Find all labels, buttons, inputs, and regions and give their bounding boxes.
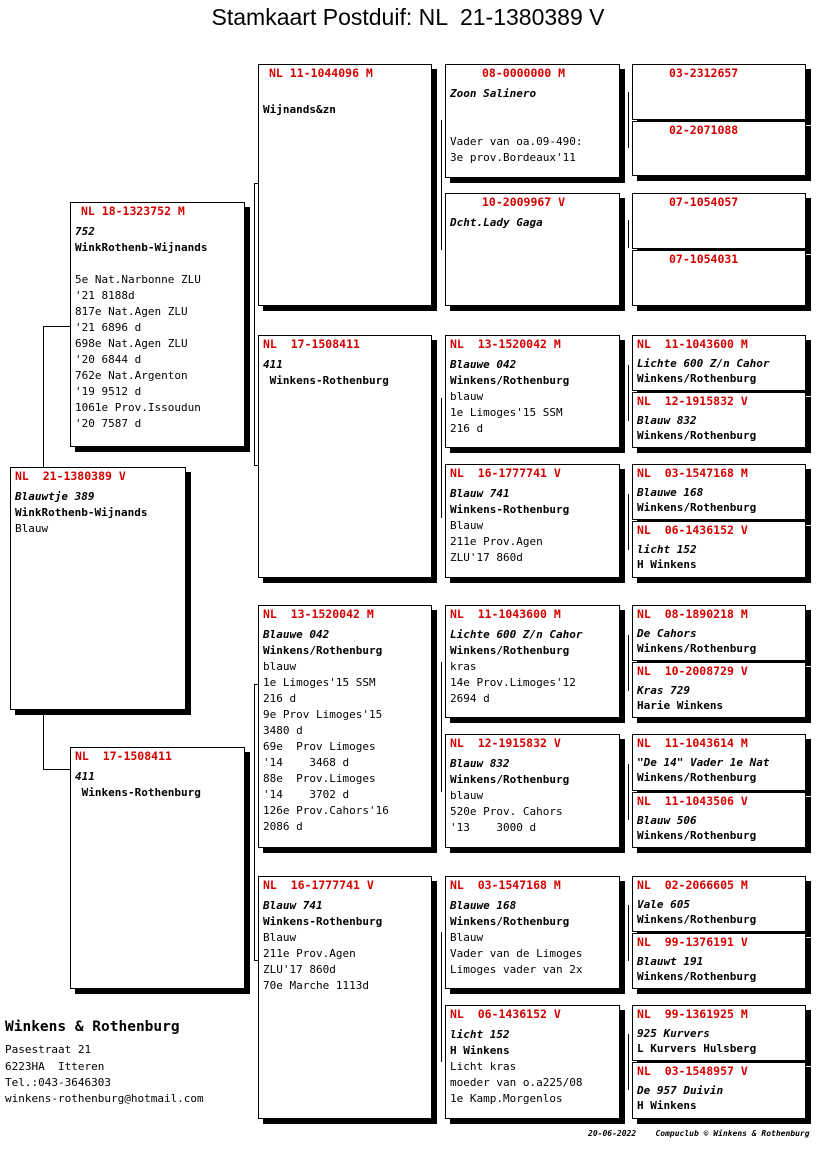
breeder: Winkens-Rothenburg (450, 503, 570, 516)
ring-number: NL 13-1520042 M (450, 337, 561, 351)
gggp-card (632, 464, 806, 520)
owner-city: 6223HA Itteren (5, 1060, 105, 1073)
ggp-card-vvm (445, 193, 620, 306)
owner-phone: Tel.:043-3646303 (5, 1076, 111, 1089)
ggp-card-vmm (445, 464, 620, 578)
ring-number: NL 10-2008729 V (637, 664, 748, 678)
connector (43, 709, 44, 769)
ring-number: NL 16-1777741 V (263, 878, 374, 892)
color: Blauw (263, 931, 297, 944)
page-title: Stamkaart Postduif: NL 21-1380389 V (211, 4, 605, 30)
result-line: 9e Prov Limoges'15 (263, 708, 383, 721)
breeder: Winkens/Rothenburg (263, 644, 383, 657)
breeder: H Winkens (637, 558, 697, 571)
breeder: H Winkens (637, 1099, 697, 1112)
result-line: 216 d (263, 692, 297, 705)
ring-number: NL 11-1043614 M (637, 736, 748, 750)
connector (628, 635, 629, 691)
color: blauw (450, 390, 484, 403)
result-line: 14e Prov.Limoges'12 (450, 676, 576, 689)
connector (628, 905, 629, 961)
connector (441, 932, 442, 1062)
color: Blauw (450, 931, 484, 944)
connector (441, 120, 442, 250)
gggp-card (632, 521, 806, 578)
connector (628, 494, 629, 550)
gggp-card (632, 1062, 806, 1119)
pigeon-name: Blauw 506 (637, 814, 697, 827)
result-line: '13 3000 d (450, 821, 537, 834)
gggp-card (632, 605, 806, 661)
ring-number: NL 13-1520042 M (263, 607, 374, 621)
breeder: Winkens/Rothenburg (637, 429, 757, 442)
breeder: Winkens/Rothenburg (450, 915, 570, 928)
breeder: Winkens/Rothenburg (637, 501, 757, 514)
result-line: ZLU'17 860d (450, 551, 523, 564)
ring-number: 03-2312657 (669, 66, 739, 80)
dam-card (70, 747, 245, 989)
ring-number: NL 18-1323752 M (81, 204, 185, 218)
result-line: '20 6844 d (75, 353, 142, 366)
result-line: 1e Limoges'15 SSM (263, 676, 376, 689)
result-line: '14 3702 d (263, 788, 350, 801)
connector (441, 398, 442, 518)
pigeon-name: Blauw 832 (450, 757, 510, 770)
breeder: Winkens/Rothenburg (637, 829, 757, 842)
pigeon-name: Blauw 741 (450, 487, 510, 500)
connector (43, 326, 44, 469)
breeder: Winkens-Rothenburg (263, 915, 383, 928)
pigeon-name: Blauwe 168 (450, 899, 517, 912)
pigeon-name: Blauwe 168 (637, 486, 704, 499)
breeder: Winkens/Rothenburg (637, 642, 757, 655)
breeder: Winkens/Rothenburg (637, 913, 757, 926)
ring-number: NL 06-1436152 V (637, 523, 748, 537)
result-line: 5e Nat.Narbonne ZLU (75, 273, 201, 286)
pigeon-name: De Cahors (637, 627, 697, 640)
result-line: 126e Prov.Cahors'16 (263, 804, 389, 817)
note-line: 3e prov.Bordeaux'11 (450, 151, 576, 164)
pigeon-name: Lichte 600 Z/n Cahor (637, 357, 770, 370)
color: Licht kras (450, 1060, 517, 1073)
dam-dam-card (258, 876, 432, 1119)
color: blauw (263, 660, 297, 673)
gggp-card (632, 250, 806, 306)
ring-number: 08-0000000 M (482, 66, 566, 80)
pigeon-name: "De 14" Vader 1e Nat (637, 756, 770, 769)
breeder: Winkens-Rothenburg (263, 374, 389, 387)
owner-email[interactable]: winkens-rothenburg@hotmail.com (5, 1092, 204, 1105)
ring-number: 07-1054057 (669, 195, 739, 209)
breeder: L Kurvers Hulsberg (637, 1042, 757, 1055)
sire-dam-card (258, 335, 432, 578)
color: Blauw (450, 519, 484, 532)
result-line: 817e Nat.Agen ZLU (75, 305, 188, 318)
credit: Compuclub © Winkens & Rothenburg (655, 1129, 810, 1138)
breeder: Winkens/Rothenburg (637, 372, 757, 385)
ggp-card-mmm (445, 1005, 620, 1119)
ring-number: NL 03-1547168 M (450, 878, 561, 892)
ring-number: NL 17-1508411 (75, 749, 172, 763)
ring-number: NL 12-1915832 V (450, 736, 561, 750)
ring-number: NL 06-1436152 V (450, 1007, 561, 1021)
sire-sire-card (258, 64, 432, 306)
ring-number: NL 21-1380389 V (15, 469, 126, 483)
note-line: Vader van oa.09-490: (450, 135, 583, 148)
pigeon-name: licht 152 (637, 543, 697, 556)
ggp-card-mvm (445, 734, 620, 848)
gggp-card (632, 121, 806, 176)
pigeon-name: De 957 Duivin (637, 1084, 724, 1097)
gggp-card (632, 392, 806, 448)
ring-number: NL 11-1043600 M (637, 337, 748, 351)
owner-name: Winkens & Rothenburg (5, 1019, 180, 1035)
result-line: 2086 d (263, 820, 303, 833)
pigeon-name: Blauw 741 (263, 899, 323, 912)
gggp-card (632, 876, 806, 932)
result-line: 216 d (450, 422, 484, 435)
gggp-card (632, 734, 806, 791)
ring-number: NL 08-1890218 M (637, 607, 748, 621)
result-line: 3480 d (263, 724, 303, 737)
ring-number: 07-1054031 (669, 252, 739, 266)
gggp-card (632, 1005, 806, 1061)
dam-sire-card (258, 605, 432, 848)
ring-number: NL 11-1044096 M (269, 66, 373, 80)
color: kras (450, 660, 477, 673)
breeder: Winkens/Rothenburg (637, 771, 757, 784)
connector (628, 1034, 629, 1090)
pigeon-name: 925 Kurvers (637, 1027, 710, 1040)
connector (628, 220, 629, 248)
gggp-card (632, 933, 806, 989)
result-line: 70e Marche 1113d (263, 979, 369, 992)
pigeon-name: Kras 729 (637, 684, 690, 697)
gggp-card (632, 662, 806, 718)
result-line: Limoges vader van 2x (450, 963, 583, 976)
result-line: '14 3468 d (263, 756, 350, 769)
color: Blauw (15, 522, 49, 535)
breeder: Winkens/Rothenburg (450, 773, 570, 786)
ring-number: NL 02-2066605 M (637, 878, 748, 892)
result-line: '19 9512 d (75, 385, 142, 398)
result-line: 1e Kamp.Morgenlos (450, 1092, 563, 1105)
ring-number: 10-2009967 V (482, 195, 566, 209)
result-line: 698e Nat.Agen ZLU (75, 337, 188, 350)
result-line: 2694 d (450, 692, 490, 705)
print-date: 20-06-2022 (588, 1129, 637, 1138)
pigeon-name: Blauw 832 (637, 414, 697, 427)
result-line: 88e Prov.Limoges (263, 772, 376, 785)
ring-number: NL 03-1548957 V (637, 1064, 748, 1078)
connector (254, 183, 255, 465)
result-line: 762e Nat.Argenton (75, 369, 188, 382)
ggp-card-mmv (445, 876, 620, 989)
connector (441, 662, 442, 792)
ring-number: NL 11-1043600 M (450, 607, 561, 621)
result-line: '21 8188d (75, 289, 135, 302)
pigeon-name: Lichte 600 Z/n Cahor (450, 628, 583, 641)
pigeon-name: Zoon Salinero (450, 87, 537, 100)
subject-pigeon-card (10, 467, 186, 710)
breeder: Winkens-Rothenburg (75, 786, 201, 799)
breeder: H Winkens (450, 1044, 510, 1057)
ring-number: NL 16-1777741 V (450, 466, 561, 480)
connector (254, 684, 255, 960)
pigeon-name: Blauwe 042 (263, 628, 330, 641)
ring-number: NL 99-1376191 V (637, 935, 748, 949)
gggp-card (632, 335, 806, 391)
result-line: '20 7587 d (75, 417, 142, 430)
pigeon-name: Blauwt 191 (637, 955, 704, 968)
result-line: 211e Prov.Agen (450, 535, 543, 548)
connector (628, 365, 629, 421)
pigeon-name: 752 (75, 225, 95, 238)
pigeon-name: Dcht.Lady Gaga (450, 216, 543, 229)
connector (43, 769, 71, 770)
color: blauw (450, 789, 484, 802)
ring-number: 02-2071088 (669, 123, 739, 137)
result-line: 1e Limoges'15 SSM (450, 406, 563, 419)
breeder: WinkRothenb-Wijnands (75, 241, 208, 254)
pigeon-name: licht 152 (450, 1028, 510, 1041)
result-line: 520e Prov. Cahors (450, 805, 563, 818)
result-line: '21 6896 d (75, 321, 142, 334)
pigeon-name: Blauwe 042 (450, 358, 517, 371)
result-line: ZLU'17 860d (263, 963, 336, 976)
breeder: Wijnands&zn (263, 103, 336, 116)
ring-number: NL 03-1547168 M (637, 466, 748, 480)
gggp-card (632, 792, 806, 848)
ring-number: NL 17-1508411 (263, 337, 360, 351)
result-line: Vader van de Limoges (450, 947, 583, 960)
result-line: 69e Prov Limoges (263, 740, 376, 753)
result-line: 211e Prov.Agen (263, 947, 356, 960)
result-line: 1061e Prov.Issoudun (75, 401, 201, 414)
footer (588, 1129, 810, 1138)
ring-number: NL 12-1915832 V (637, 394, 748, 408)
ring-number: NL 99-1361925 M (637, 1007, 748, 1021)
ggp-card-vmv (445, 335, 620, 448)
breeder: Harie Winkens (637, 699, 724, 712)
pigeon-name: Blauwtje 389 (15, 490, 95, 503)
pigeon-name: 411 (263, 358, 283, 371)
breeder: WinkRothenb-Wijnands (15, 506, 148, 519)
ring-number: NL 11-1043506 V (637, 794, 748, 808)
breeder: Winkens/Rothenburg (637, 970, 757, 983)
gggp-card (632, 64, 806, 120)
result-line: moeder van o.a225/08 (450, 1076, 583, 1089)
gggp-card (632, 193, 806, 249)
ggp-card-mvv (445, 605, 620, 718)
pigeon-name: 411 (75, 770, 95, 783)
owner-street: Pasestraat 21 (5, 1043, 92, 1056)
connector (628, 764, 629, 820)
pigeon-name: Vale 605 (637, 898, 690, 911)
connector (628, 92, 629, 148)
breeder: Winkens/Rothenburg (450, 644, 570, 657)
sire-card (70, 202, 245, 447)
breeder: Winkens/Rothenburg (450, 374, 570, 387)
connector (43, 326, 71, 327)
ggp-card-vvv (445, 64, 620, 178)
